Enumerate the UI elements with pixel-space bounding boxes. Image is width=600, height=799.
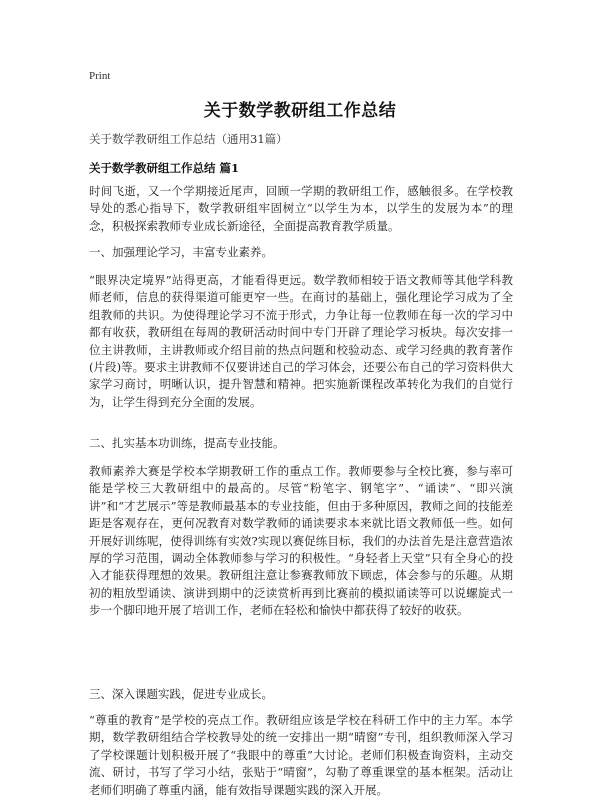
print-link[interactable]: Print	[89, 70, 111, 82]
paragraph-research: “尊重的教育”是学校的亮点工作。教研组应该是学校在科研工作中的主力军。本学期，数学教研组结合学校教导处的统一安排出一期“晴窗”专刊，组织教师深入学习了学校课题计划积极开展了“我眼中的尊重”大讨论。老师们积极查询资料，主动交流、研讨，书写了学习小结，张贴于“晴窗”，勾勒了尊重课堂的基本框架。活动让老师们明确了尊重内涵，能有效指导课题实践的深入开展。	[89, 713, 513, 797]
document-subtitle: 关于数学教研组工作总结（通用31篇）	[89, 132, 288, 146]
section-heading: 关于数学教研组工作总结 篇1	[89, 161, 240, 175]
paragraph-intro: 时间飞逝，又一个学期接近尾声，回顾一学期的教研组工作，感触很多。在学校教导处的悉心指导下，数学教研组牢固树立“以学生为本，以学生的发展为本”的理念，积极探索教师专业成长新途径，全面提高教育教学质量。	[89, 184, 513, 233]
section-title-research: 三、深入课题实践，促进专业成长。	[89, 687, 273, 701]
page-title: 关于数学教研组工作总结	[203, 101, 397, 121]
paragraph-skills: 教师素养大赛是学校本学期教研工作的重点工作。教师要参与全校比赛，参与率可能是学校三大教研组中的最高的。尽管“粉笔字、钢笔字”、“诵读”、“即兴演讲”和“才艺展示”等是教师最基本的专业技能，但由于多种原因，教师之间的技能差距是客观存在，更何况教育对数学教师的诵读要求本来就比语文教师低一些。如何开展好训练呢，使得训练有实效?实现以赛促练目标，我们的办法首先是注意营造浓厚的学习范围，调动全体教师参与学习的积极性。“身轻者上天堂”只有全身心的投入才能获得理想的效果。教研组注意让参赛教师放下顾虑，体会参与的乐趣。从期初的粗放型诵读、演讲到期中的泛读赏析再到比赛前的模拟诵读等可以说螺旋式一步一个脚印地开展了培训工作，老师在轻松和愉快中都获得了较好的收获。	[89, 464, 513, 618]
section-title-skills: 二、扎实基本功训练，提高专业技能。	[89, 436, 285, 450]
section-title-theory: 一、加强理论学习，丰富专业素养。	[89, 245, 273, 259]
paragraph-theory: “眼界决定境界”站得更高，才能看得更远。数学教师相较于语文教师等其他学科教师老师，信息的获得渠道可能更窄一些。在商讨的基础上，强化理论学习成为了全组教师的共识。为使得理论学习不流于形式，力争让每一位教师在每一次的学习中都有收获，教研组在每周的教研活动时间中专门开辟了理论学习板块。每次安排一位主讲教师，主讲教师或介绍目前的热点问题和校验动态、或学习经典的教育著作(片段)等。要求主讲教师不仅要讲述自己的学习体会，还要公布自己的学习资料供大家学习商讨，明晰认识，提升智慧和精神。把实施新课程改革转化为我们的自觉行为，让学生得到充分全面的发展。	[89, 273, 513, 409]
